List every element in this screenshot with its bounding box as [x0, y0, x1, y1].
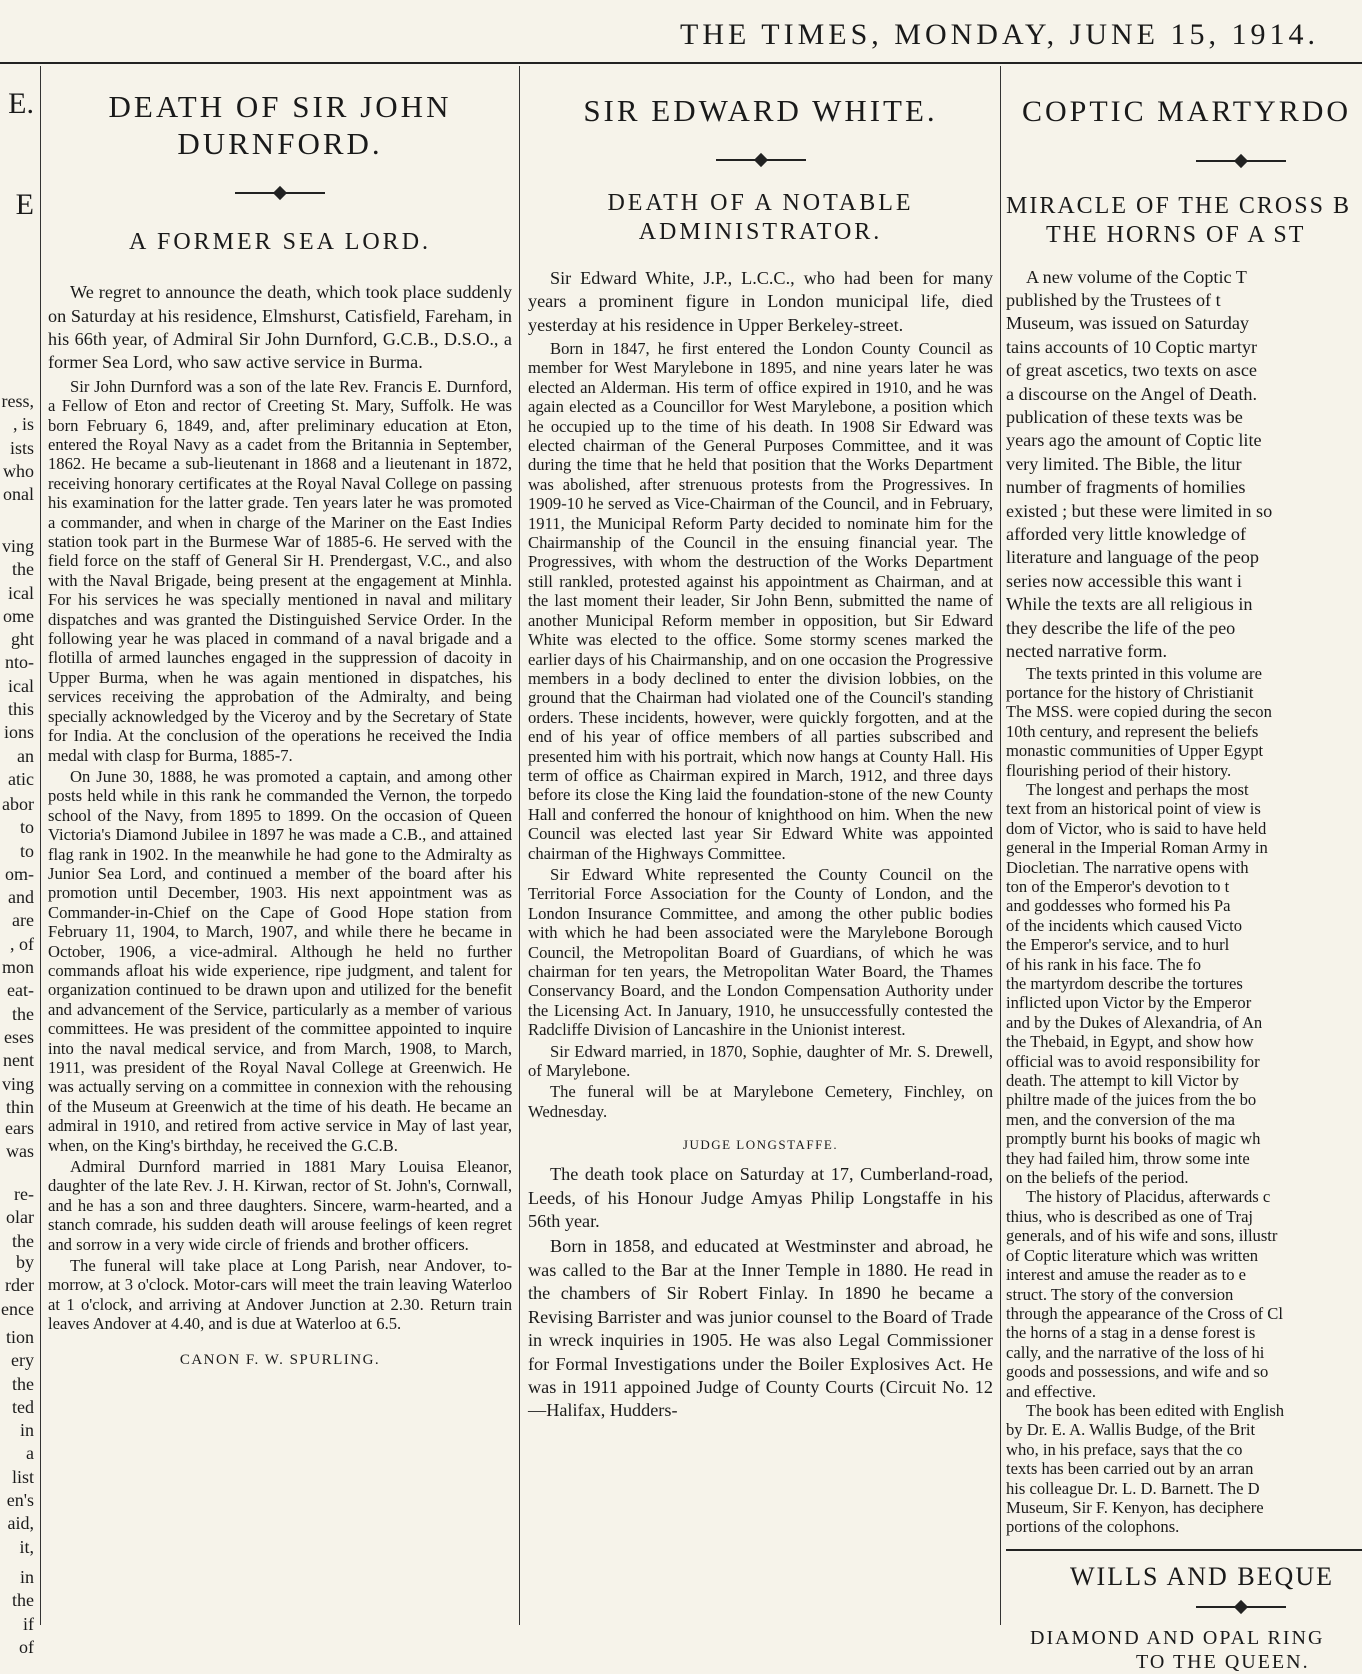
- fragment-line: en's: [6, 1490, 34, 1511]
- fragment-line: ears: [5, 1118, 34, 1138]
- fragment-lines: [2, 793, 34, 1119]
- left-fragment-column: [0, 66, 36, 1657]
- fragment-line: tion: [5, 1327, 34, 1347]
- article-body: [528, 1163, 993, 1422]
- fragment-line: list: [11, 1466, 34, 1487]
- text-line: very limited. The Bible, the litur: [1006, 453, 1242, 474]
- fragment-line: ical: [8, 582, 34, 603]
- text-line: tains accounts of 10 Coptic martyr: [1006, 336, 1258, 357]
- text-line: of the incidents which caused Victo: [1006, 915, 1243, 935]
- article-body: [48, 281, 512, 375]
- masthead-title: THE TIMES, MONDAY, JUNE 15, 1914.: [680, 18, 1319, 51]
- article-body: [1006, 266, 1362, 664]
- paragraph: Born in 1847, he first entered the London County Council as member for West Marylebone in 1895, and nine years later he was elected an Alderman. His term of office expired in 1910, and he was again elected as a Councillor for West Marylebone, a position which he occupied up to the time of his death. In 1908 Sir Edward was elected chairman of the General Purposes Committee, and it was during the time that he held that position that the Works Department was abolished, after strenuous protests from the Progressives. In 1909-10 he served as Vice-Chairman of the Council, and in February, 1911, the Municipal Reform Party decided to nominate him for the Chairmanship of the Council in the ensuing financial year. The Progressives, with whom the destruction of the Works Department still rankled, protested against his appointment as Chairman, and at the last moment their leader, Sir John Benn, submitted the name of another Municipal Reform member in opposition, but Sir Edward White was elected to the office. Some stormy scenes marked the earlier days of his Chairmanship, and on one occasion the Progressive members in a body declined to enter the division lobbies, on the ground that the Chairman had violated one of the Council's standing orders. These incidents, however, were quickly forgotten, and at the end of his year of office members of all parties subscribed and presented him with his portrait, which now hangs at County Hall. His term of office as Chairman expired in March, 1912, and three days before its close the King laid the foundation-stone of the new County Hall and conferred the honour of knighthood on him. When the new Council was elected last year Sir Edward White was appointed chairman of the Highways Committee.: [528, 339, 993, 863]
- fragment-headline: E.: [8, 87, 34, 120]
- article-body: [1006, 664, 1362, 1537]
- subheadline: DEATH OF A NOTABLE ADMINISTRATOR.: [607, 190, 914, 245]
- text-line: they had failed him, throw some inte: [1006, 1148, 1250, 1168]
- fragment-line: in: [19, 1567, 34, 1587]
- text-line: by Dr. E. A. Wallis Budge, of the Brit: [1006, 1420, 1256, 1440]
- text-line: who, in his preface, says that the co: [1006, 1439, 1243, 1459]
- article-coptic: [1006, 66, 1362, 1673]
- text-line: The book has been edited with English: [1026, 1400, 1285, 1420]
- fragment-line: the: [12, 1373, 34, 1394]
- paragraph: Sir Edward White, J.P., L.C.C., who had been for many years a prominent figure in London municipal life, died yesterday at his residence in Upper Berkeley-street.: [528, 267, 993, 335]
- next-subheadline: CANON F. W. SPURLING.: [179, 1351, 381, 1368]
- fragment-line: the: [12, 1230, 34, 1251]
- fragment-line: of: [19, 1636, 34, 1657]
- fragment-line: ress,: [1, 391, 34, 411]
- text-line: The texts printed in this volume are: [1026, 663, 1262, 683]
- text-line: monastic communities of Upper Egypt: [1006, 741, 1264, 761]
- section-divider: [716, 159, 806, 161]
- text-line: flourishing period of their history.: [1006, 760, 1232, 780]
- headline: WILLS AND BEQUE: [1070, 1561, 1334, 1591]
- column-rule: [519, 66, 520, 1625]
- fragment-line: ical: [8, 675, 34, 696]
- text-line: promptly burnt his books of magic wh: [1006, 1129, 1261, 1149]
- fragment-line: this: [7, 699, 34, 720]
- fragment-line: olar: [6, 1207, 34, 1228]
- headline: COPTIC MARTYRDO: [1022, 95, 1352, 128]
- text-line: interest and amuse the reader as to e: [1006, 1265, 1247, 1285]
- text-line: and goddesses who formed his Pa: [1006, 896, 1231, 916]
- text-line: text from an historical point of view is: [1006, 799, 1261, 819]
- article-body: [48, 377, 512, 1334]
- text-line: of Coptic literature which was written: [1006, 1245, 1259, 1265]
- fragment-lines: [2, 535, 34, 791]
- fragment-line: and: [8, 887, 34, 908]
- fragment-line: the: [12, 1590, 34, 1611]
- text-line: series now accessible this want i: [1006, 570, 1242, 591]
- fragment-line: aid,: [7, 1513, 34, 1534]
- fragment-line: abor: [2, 794, 34, 814]
- text-line: years ago the amount of Coptic lite: [1006, 430, 1262, 451]
- text-line: struct. The story of the conversion: [1006, 1284, 1234, 1304]
- fragment-line: in: [19, 1420, 34, 1441]
- text-line: portions of the colophons.: [1006, 1517, 1180, 1537]
- subheadline-line: TO THE QUEEN.: [1136, 1650, 1310, 1673]
- fragment-line: are: [12, 910, 34, 931]
- fragment-line: onal: [3, 484, 34, 505]
- text-line: existed ; but these were limited in so: [1006, 500, 1273, 521]
- subheadline-line: THE HORNS OF A ST: [1046, 221, 1306, 248]
- text-line: goods and possessions, and wife and so: [1006, 1362, 1269, 1382]
- subheadline-line: MIRACLE OF THE CROSS B: [1006, 193, 1351, 219]
- text-line: literature and language of the peop: [1006, 547, 1259, 568]
- fragment-line: eses: [4, 1026, 34, 1047]
- text-line: number of fragments of homilies: [1006, 477, 1246, 498]
- fragment-line: ted: [12, 1396, 34, 1417]
- article-body: [528, 339, 993, 1121]
- text-line: the Thebaid, in Egypt, and show how: [1006, 1032, 1254, 1052]
- section-divider: [1196, 160, 1286, 162]
- text-line: of great ascetics, two texts on asce: [1006, 360, 1257, 381]
- fragment-lines: [6, 1183, 34, 1253]
- fragment-line: the: [12, 1003, 34, 1024]
- text-line: the Emperor's service, and to hurl: [1006, 935, 1230, 955]
- text-line: generals, and of his wife and sons, illustr: [1006, 1226, 1278, 1246]
- text-line: inflicted upon Victor by the Emperor: [1006, 993, 1252, 1013]
- article-body: [528, 267, 993, 337]
- text-line: through the appearance of the Cross of Cl: [1006, 1303, 1283, 1323]
- fragment-lines: [1, 1251, 34, 1321]
- paragraph: Sir John Durnford was a son of the late Rev. Francis E. Durnford, a Fellow of Eton and rector of Creeting St. Mary, Suffolk. He was born February 6, 1849, and, after preliminary education at Eton, entered the Royal Navy as a cadet from the Britannia in September, 1862. He became a sub-lieutenant in 1868 and a lieutenant in 1872, receiving honorary certificates at the Royal Naval College on passing his examination for the latter grade. Ten years later he was promoted a commander, and when in charge of the Mariner on the East Indies station took part in the Burmese War of 1885-6. He served with the field force on the staff of General Sir H. Prendergast, V.C., and also with the Naval Brigade, being present at the engagement at Minhla. For his services he was specially mentioned in naval and military dispatches and was granted the Distinguished Service Order. In the following year he was placed in command of a naval brigade and a flotilla of armed launches engaged in the suppression of dacoity in Upper Burma, when he was again mentioned in dispatches, his services receiving the approbation of the Admiralty, and being specially acknowledged by the Viceroy and by the Secretary of State for India. At the conclusion of the operations he received the India medal with clasp for Burma, 1885-7.: [48, 376, 512, 765]
- text-line: dom of Victor, who is said to have held: [1006, 818, 1267, 838]
- fragment-line: eat-: [7, 980, 34, 1001]
- text-line: Museum, Sir F. Kenyon, has deciphere: [1006, 1497, 1264, 1517]
- fragment-line: ving: [1, 1073, 34, 1094]
- fragment-line: was: [6, 1141, 34, 1162]
- text-line: The MSS. were copied during the secon: [1006, 702, 1272, 722]
- fragment-line: if: [23, 1613, 34, 1634]
- headline: DEATH OF SIR JOHN DURNFORD.: [108, 89, 452, 162]
- subheadline-line: DIAMOND AND OPAL RING: [1030, 1626, 1325, 1649]
- section-rule: [1006, 1549, 1362, 1551]
- fragment-headline: E: [15, 188, 34, 221]
- masthead: [0, 0, 1362, 64]
- fragment-line: , is: [12, 414, 34, 435]
- fragment-line: nent: [3, 1050, 34, 1071]
- judge-subheadline: JUDGE LONGSTAFFE.: [682, 1137, 839, 1153]
- fragment-line: re-: [14, 1184, 34, 1204]
- text-line: cally, and the narrative of the loss of hi: [1006, 1342, 1265, 1362]
- text-line: portance for the history of Christianit: [1006, 682, 1254, 702]
- section-divider: [1196, 1606, 1286, 1608]
- fragment-line: by: [16, 1252, 34, 1272]
- text-line: nected narrative form.: [1006, 641, 1168, 662]
- text-line: and effective.: [1006, 1381, 1096, 1401]
- paragraph: The death took place on Saturday at 17, Cumberland-road, Leeds, of his Honour Judge Amyas Philip Longstaffe in his 56th year.: [528, 1164, 993, 1232]
- fragment-line: rder: [5, 1275, 34, 1296]
- text-line: official was to avoid responsibility for: [1006, 1051, 1260, 1071]
- text-line: published by the Trustees of t: [1006, 290, 1221, 310]
- text-line: The longest and perhaps the most: [1026, 779, 1249, 799]
- text-line: A new volume of the Coptic T: [1026, 266, 1247, 287]
- text-line: his colleague Dr. L. D. Barnett. The D: [1006, 1478, 1260, 1498]
- fragment-line: atic: [8, 768, 34, 789]
- article-white: [528, 66, 993, 1625]
- fragment-line: it,: [19, 1536, 34, 1557]
- column-rule: [1000, 66, 1001, 1625]
- text-line: Diocletian. The narrative opens with: [1006, 857, 1249, 877]
- text-line: texts has been carried out by an arran: [1006, 1459, 1254, 1479]
- fragment-line: nto-: [5, 652, 34, 673]
- fragment-line: who: [3, 460, 34, 481]
- column-rule: [40, 66, 41, 1625]
- text-line: of his rank in his face. The fo: [1006, 954, 1202, 974]
- fragment-line: thin: [5, 1096, 34, 1117]
- text-line: While the texts are all religious in: [1006, 594, 1253, 615]
- text-line: on the beliefs of the period.: [1006, 1168, 1189, 1188]
- paragraph: The funeral will be at Marylebone Cemetery, Finchley, on Wednesday.: [528, 1082, 993, 1121]
- fragment-line: ery: [11, 1350, 34, 1371]
- paragraph: Sir Edward White represented the County Council on the Territorial Force Association for the County of London, and the London Insurance Committee, and among the other public bodies with which he had been associated were the Marylebone Borough Council, the Metropolitan Board of Guardians, of which he was chairman for ten years, the Metropolitan Water Board, the Thames Conservancy Board, and the London Compensation Authority under the Licensing Act. In January, 1910, he unsuccessfully contested the Radcliffe Division of Lancashire in the Unionist interest.: [528, 864, 993, 1040]
- text-line: philtre made of the juices from the bo: [1006, 1090, 1257, 1110]
- subheadline: A FORMER SEA LORD.: [128, 229, 432, 256]
- text-line: death. The attempt to kill Victor by: [1006, 1071, 1239, 1091]
- fragment-line: the: [12, 559, 34, 580]
- paragraph: Born in 1858, and educated at Westminster and abroad, he was called to the Bar at the Inner Temple in 1880. He read in the chambers of Sir Robert Finlay. In 1890 he became a Revising Barrister and was junior counsel to the Board of Trade in wreck inquiries in 1905. He was also Legal Commissioner for Formal Investigations under the Boiler Explosives Act. He was in 1911 appoined Judge of County Courts (Circuit No. 12—Halifax, Hudders-: [528, 1236, 993, 1421]
- fragment-line: mon: [1, 957, 34, 978]
- text-line: the martyrdom describe the tortures: [1006, 974, 1243, 993]
- paragraph: Admiral Durnford married in 1881 Mary Louisa Eleanor, daughter of the late Rev. J. H. Kirwan, rector of St. John's, Cornwall, and he has a son and three daughters. Sincere, warm-hearted, and a stanch comrade, his sudden death will arouse feelings of keen regret and sorrow in a very wide circle of friends and brother officers.: [48, 1157, 512, 1254]
- text-line: general in the Imperial Roman Army in: [1006, 838, 1268, 858]
- fragment-line: a: [26, 1443, 34, 1464]
- fragment-line: ght: [10, 629, 34, 650]
- article-durnford: [48, 66, 512, 1625]
- text-line: men, and the conversion of the ma: [1006, 1109, 1236, 1129]
- fragment-line: ving: [1, 536, 34, 556]
- fragment-line: ists: [9, 437, 34, 458]
- fragment-line: to: [19, 817, 34, 838]
- text-line: they describe the life of the peo: [1006, 617, 1236, 638]
- fragment-line: , of: [10, 933, 34, 954]
- fragment-line: om-: [5, 863, 34, 884]
- fragment-line: to: [19, 840, 34, 861]
- text-line: The history of Placidus, afterwards c: [1026, 1187, 1271, 1207]
- text-line: afforded very little knowledge of: [1006, 524, 1247, 545]
- text-line: publication of these texts was be: [1006, 407, 1243, 428]
- paragraph: On June 30, 1888, he was promoted a captain, and among other posts held while in this rank he commanded the Vernon, the torpedo school of the Navy, from 1895 to 1899. On the occasion of Queen Victoria's Diamond Jubilee in 1897 he was made a C.B., and attained flag rank in 1902. In the meanwhile he had gone to the Admiralty as Junior Sea Lord, and continued a member of the board after his promotion until December, 1903. His next appointment was as Commander-in-Chief on the Cape of Good Hope station from February 11, 1904, to March, 1907, and while there he became in October, 1906, a vice-admiral. Although he held no further commands afloat his wide experience, ripe judgment, and talent for organization continued to be drawn upon and utilized for the benefit and advancement of the Service, particularly as a member of various committees. He was president of the committee appointed to inquire into the naval medical service, and from March, 1908, to March, 1911, was president of the Royal Naval College at Greenwich. He was actually serving on a committee in connexion with the rehousing of the Museum at Greenwich at the time of his death. He became an admiral in 1910, and retired from active service in May of last year, when, on the King's birthday, he received the G.C.B.: [48, 766, 512, 1155]
- paragraph: Sir Edward married, in 1870, Sophie, daughter of Mr. S. Drewell, of Marylebone.: [528, 1041, 993, 1081]
- fragment-lines: [5, 1117, 34, 1164]
- paragraph: We regret to announce the death, which took place suddenly on Saturday at his residence, Elmshurst, Catisfield, Fareham, in his 66th year, of Admiral Sir John Durnford, G.C.B., D.S.O., a former Sea Lord, who saw active service in Burma.: [48, 282, 512, 373]
- text-line: thius, who is described as one of Traj: [1006, 1206, 1254, 1226]
- text-line: and by the Dukes of Alexandria, of An: [1006, 1012, 1263, 1032]
- text-line: Museum, was issued on Saturday: [1006, 313, 1249, 334]
- text-line: a discourse on the Angel of Death.: [1006, 383, 1258, 404]
- fragment-line: an: [17, 745, 34, 766]
- fragment-lines: [2, 390, 35, 506]
- paragraph: The funeral will take place at Long Parish, near Andover, to-morrow, at 3 o'clock. Motor-cars will meet the train leaving Waterloo at 1 o'clock, and arriving at Andover Junction at 2.30. Return train leaves Andover at 4.40, and is due at Waterloo at 6.5.: [48, 1256, 512, 1334]
- text-line: ton of the Emperor's devotion to t: [1006, 876, 1230, 896]
- fragment-lines: [12, 1566, 34, 1659]
- fragment-line: ome: [3, 605, 34, 626]
- fragment-line: ions: [3, 722, 34, 743]
- text-line: the horns of a stag in a dense forest is: [1006, 1323, 1256, 1343]
- section-divider: [235, 192, 325, 194]
- fragment-line: ence: [1, 1298, 34, 1319]
- headline: SIR EDWARD WHITE.: [583, 93, 938, 128]
- fragment-lines: [6, 1326, 34, 1559]
- text-line: 10th century, and represent the beliefs: [1006, 721, 1259, 741]
